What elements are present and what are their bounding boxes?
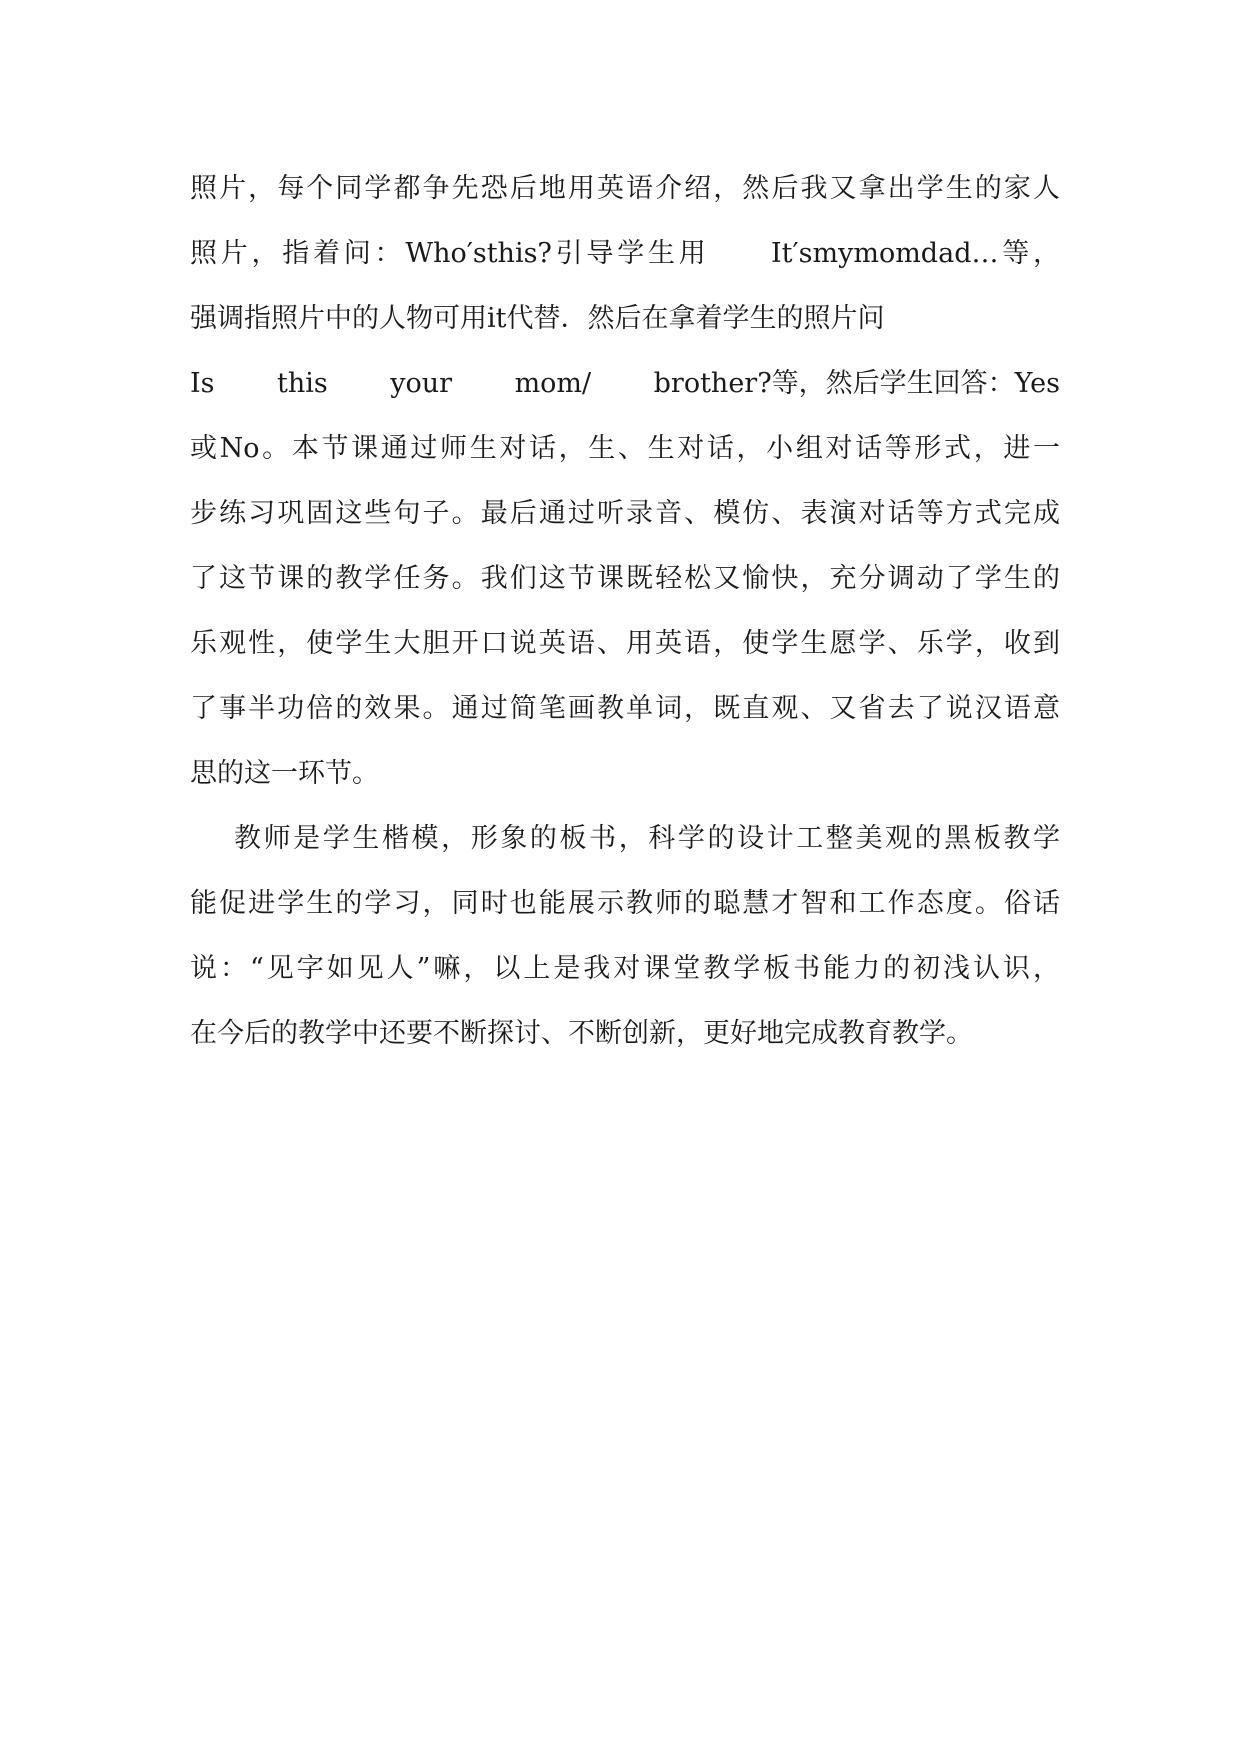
- text-line-10: 思的这一环节。: [190, 758, 379, 789]
- text-line-8: 乐观性，使学生大胆开口说英语、用英语，使学生愿学、乐学，收到: [190, 628, 1060, 659]
- text-line-12: 能促进学生的学习，同时也能展示教师的聪慧才智和工作态度。俗话: [190, 888, 1060, 919]
- word-mom: mom/: [514, 368, 592, 399]
- body-text: [190, 156, 1060, 1066]
- word-brother: brother?等，然后学生回答：Yes: [653, 368, 1060, 399]
- text-line-3: 强调指照片中的人物可用it代替．然后在拿着学生的照片问: [190, 303, 885, 334]
- word-is: Is: [190, 368, 215, 399]
- text-line-9: 了事半功倍的效果。通过简笔画教单词，既直观、又省去了说汉语意: [190, 693, 1060, 724]
- text-line-14: 在今后的教学中还要不断探讨、不断创新，更好地完成教育教学。: [190, 1018, 973, 1049]
- text-line-4: [190, 351, 1060, 416]
- text-line-6: 步练习巩固这些句子。最后通过听录音、模仿、表演对话等方式完成: [190, 498, 1060, 529]
- text-line-5: 或No。本节课通过师生对话，生、生对话，小组对话等形式，进一: [190, 433, 1060, 464]
- word-this: this: [277, 368, 328, 399]
- text-line-1: 照片，每个同学都争先恐后地用英语介绍，然后我又拿出学生的家人: [190, 173, 1060, 204]
- text-line-2: 照片，指着问：Who′sthis?引导学生用 It′smymomdad…等，: [190, 238, 1060, 269]
- word-your: your: [390, 368, 453, 399]
- text-line-7: 了这节课的教学任务。我们这节课既轻松又愉快，充分调动了学生的: [190, 563, 1060, 594]
- text-line-11: 教师是学生楷模，形象的板书，科学的设计工整美观的黑板教学: [234, 823, 1060, 854]
- text-line-13: 说：“见字如见人”嘛，以上是我对课堂教学板书能力的初浅认识，: [190, 953, 1060, 984]
